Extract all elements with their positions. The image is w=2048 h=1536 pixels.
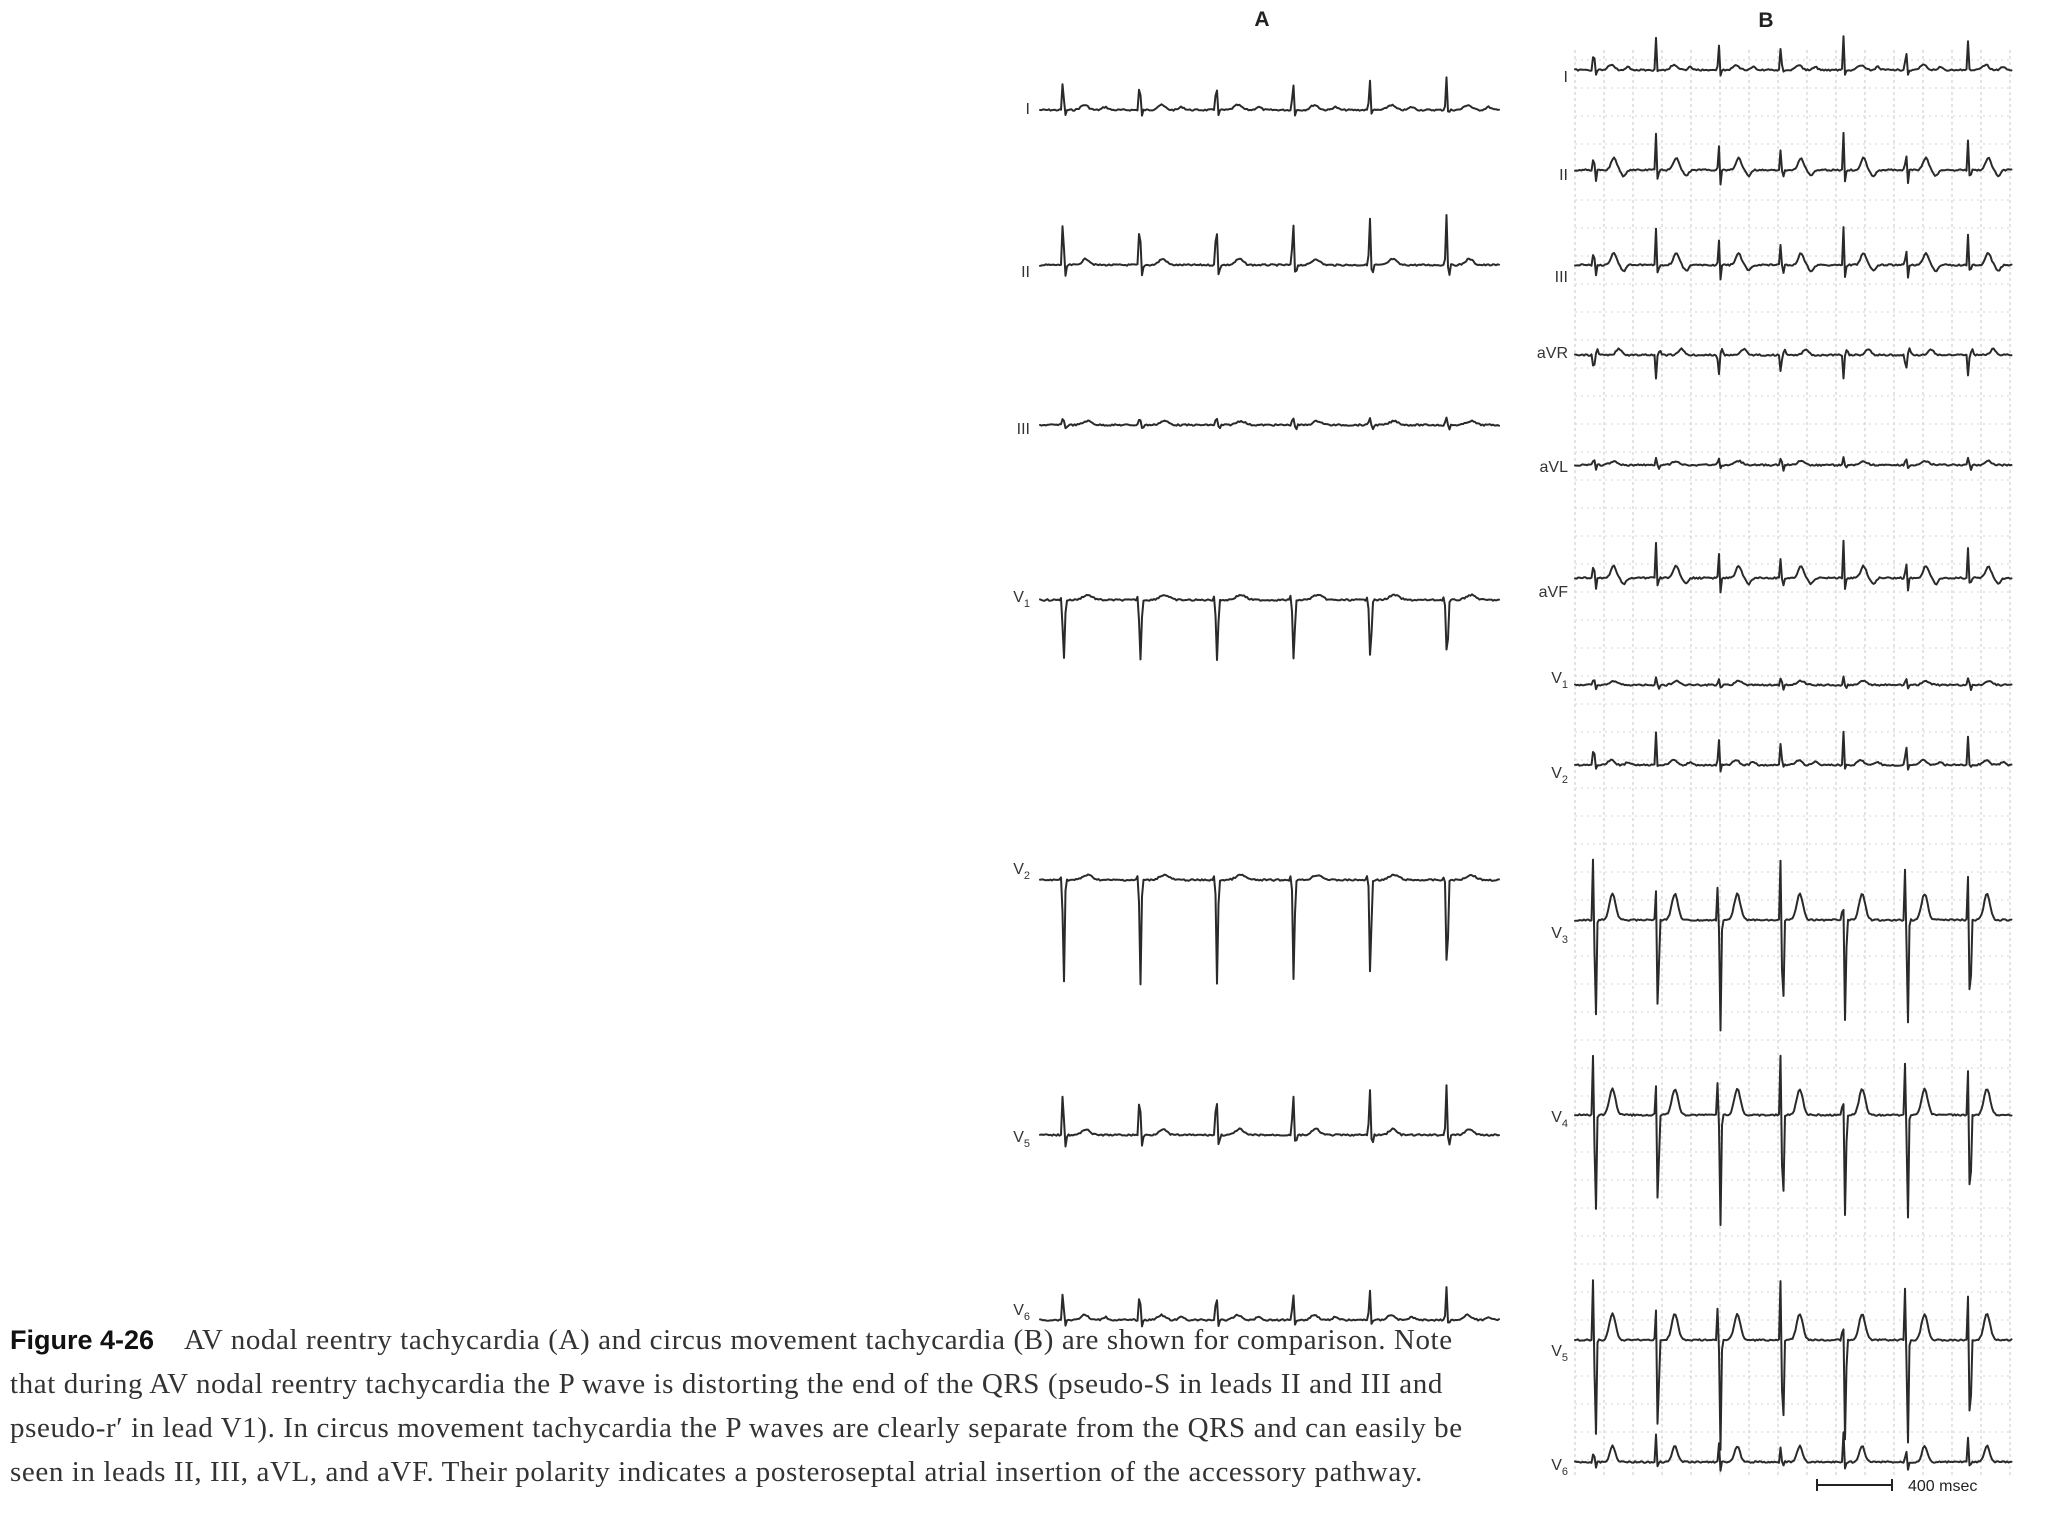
panel-a-traces	[1040, 77, 1499, 1326]
panel-a-label-v1-subscript: 1	[1023, 598, 1030, 610]
panel-b-label-v5: $V_5$	[1551, 1343, 1568, 1364]
panel-a-trace-i	[1040, 77, 1499, 115]
panel-a-label-i: I	[1025, 101, 1030, 118]
panel-a-label-v2-subscript: 2	[1023, 870, 1030, 882]
panel-b-trace-avl	[1575, 457, 2012, 471]
panel-b-trace-v1	[1575, 677, 2012, 691]
panel-b-label-v3-subscript: 3	[1561, 934, 1568, 946]
panel-b-traces	[1575, 36, 2012, 1471]
panel-b-label-v2: $V_2$	[1551, 765, 1568, 786]
panel-a-trace-v1	[1040, 594, 1499, 660]
panel-b-label-v6-subscript: 6	[1561, 1466, 1568, 1478]
panel-b-label-i: I	[1563, 69, 1568, 86]
panel-b-trace-v2	[1575, 732, 2012, 772]
panel-b-label-v4-subscript: 4	[1561, 1118, 1568, 1130]
figure-number: Figure 4-26	[10, 1325, 155, 1355]
panel-b-label-iii: III	[1554, 269, 1568, 286]
panel-b-trace-i	[1575, 36, 2012, 75]
panel-a-label-v5-subscript: 5	[1023, 1138, 1030, 1150]
panel-b-trace-v6	[1575, 1432, 2012, 1470]
panel-b-label-avl: aVL	[1539, 459, 1568, 476]
panel-a-label-iii: III	[1016, 421, 1030, 438]
panel-b-label-v2-subscript: 2	[1561, 774, 1568, 786]
panel-a-label-ii: II	[1021, 264, 1030, 281]
figure-caption	[10, 1318, 1475, 1494]
panel-b-label-avr: aVR	[1536, 345, 1568, 362]
panel-b-label-v6: $V_6$	[1551, 1457, 1568, 1478]
panel-b-trace-v3	[1575, 860, 2012, 1031]
panel-b-label-v3: $V_3$	[1551, 925, 1568, 946]
panel-b-trace-v4	[1575, 1056, 2012, 1225]
panel-a-label-v5: $V_5$	[1013, 1129, 1030, 1150]
panel-b-trace-ii	[1575, 133, 2012, 185]
panel-b-trace-avr	[1575, 348, 2012, 378]
panel-a-label: A	[1254, 8, 1270, 31]
panel-b-trace-avf	[1575, 541, 2012, 593]
panel-a-label-v2: $V_2$	[1013, 861, 1030, 882]
panel-a-trace-v2	[1040, 874, 1499, 984]
scale-bar-label: 400 msec	[1908, 1478, 1978, 1495]
panel-b-label: B	[1758, 9, 1774, 32]
panel-b-label-avf: aVF	[1538, 584, 1568, 601]
panel-a-label-v1: $V_1$	[1013, 589, 1030, 610]
panel-a-label-v6: $V_6$	[1013, 1302, 1030, 1323]
caption-text: AV nodal reentry tachycardia (A) and circus movement tachycardia (B) are shown for comparison. Note that during AV nodal reentry tachycardia the P wave is distorting the end of the QRS (pseudo-S in leads II and III and pseudo-r′ in lead V1). In circus movement tachycardia the P waves are clearly separate from the QRS and can easily be seen in leads II, III, aVL, and aVF. Their polarity indicates a posteroseptal atrial insertion of the accessory pathway.	[10, 1324, 1463, 1488]
panel-b-label-ii: II	[1559, 167, 1568, 184]
panel-b-label-v5-subscript: 5	[1561, 1352, 1568, 1364]
panel-b-label-v1-subscript: 1	[1561, 679, 1568, 691]
panel-b-label-v4: $V_4$	[1551, 1109, 1568, 1130]
panel-a-trace-ii	[1040, 215, 1499, 276]
scale-bar	[1817, 1478, 1977, 1495]
panel-b-trace-iii	[1575, 227, 2012, 279]
panel-a-label-v6-subscript: 6	[1023, 1311, 1030, 1323]
panel-b-trace-v5	[1575, 1280, 2012, 1450]
panel-a-trace-v5	[1040, 1085, 1499, 1146]
panel-a-trace-iii	[1040, 418, 1499, 430]
panel-b-label-v1: $V_1$	[1551, 670, 1568, 691]
